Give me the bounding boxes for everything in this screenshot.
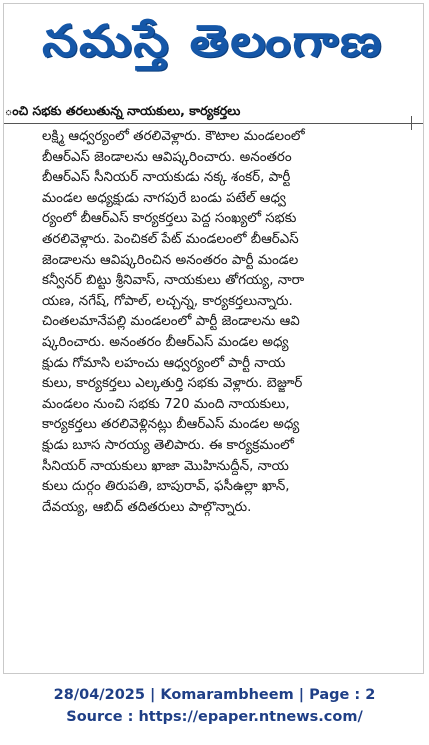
headline: ంచి సభకు తరలుతున్న నాయకులు, కార్యకర్తలు [5,103,241,118]
article-line: మండలం నుంచి సభకు 720 మంది నాయకులు, [42,396,290,412]
article-body [42,127,392,518]
source-footer [0,684,429,728]
article-line: దేవయ్య, ఆబిద్ తదితరులు పాల్గొన్నారు. [42,499,252,515]
article-line: బీఆర్ఎస్ సీనియర్ నాయకుడు నక్క శంకర్, పార్టీ [42,170,291,186]
article-line: మండల అధ్యక్షుడు నాగపురే బండు పటేల్ ఆధ్వ [42,190,286,206]
article-line: క్షుడు గోమాసి లహంచు ఆధ్వర్యంలో పార్టీ నాయ [42,355,286,371]
article-line: బీఆర్ఎస్ జెండాలను ఆవిష్కరించారు. అనంతరం [42,149,292,165]
article-line: ష్కరించారు. అనంతరం బీఆర్ఎస్ మండల అధ్య [42,334,289,350]
article-line: సీనియర్ నాయకులు ఖాజా మొహినుద్దీన్, నాయ [42,458,289,474]
article-line: కన్వీనర్ బిట్టు శ్రీనివాస్, నాయకులు తోగయ్య, నారా [42,273,305,289]
article-line: క్షుడు బూస సారయ్య తెలిపారు. ఈ కార్యక్రమంలో [42,437,294,453]
masthead-title: నమస్తే తెలంగాణ [43,16,384,67]
article-line: లక్ష్మి ఆధ్వర్యంలో తరలివెళ్లారు. కౌటాల మండలంలో [42,129,305,144]
article-line: యణ, నగేష్, గోపాల్, లచ్చన్న, కార్యకర్తలున్నారు. [42,293,293,309]
article-line: జెండాలను ఆవిష్కరించిన అనంతరం పార్టీ మండల [42,252,299,268]
masthead [4,4,423,90]
article-line: కార్యకర్తలు తరలివెళ్లినట్లు బీఆర్ఎస్ మండల అధ్య [42,417,300,433]
source-url: Source : https://epaper.ntnews.com/ [66,709,363,725]
newspaper-clipping [3,3,424,674]
date-edition-page: 28/04/2025 | Komarambheem | Page : 2 [53,687,376,703]
article-line: చింతలమానేపల్లి మండలంలో పార్టీ జెండాలను ఆవి [42,314,300,330]
headline-divider [4,123,423,124]
article-line: కులు, కార్యకర్తలు ఎల్కతుర్తి సభకు వెళ్లారు. బెజ్జూర్ [42,376,303,392]
article-line: తరలివెళ్లారు. పెంచికల్ పేట్ మండలంలో బీఆర్ఎస్ [42,231,299,247]
article-line: ర్యంలో బీఆర్ఎస్ కార్యకర్తలు పెద్ద సంఖ్యలో సభకు [42,211,297,227]
article-line: కులు దుర్గం తిరుపతి, బాపురావ్, ఫసీఉల్లా ఖాన్, [42,479,290,495]
